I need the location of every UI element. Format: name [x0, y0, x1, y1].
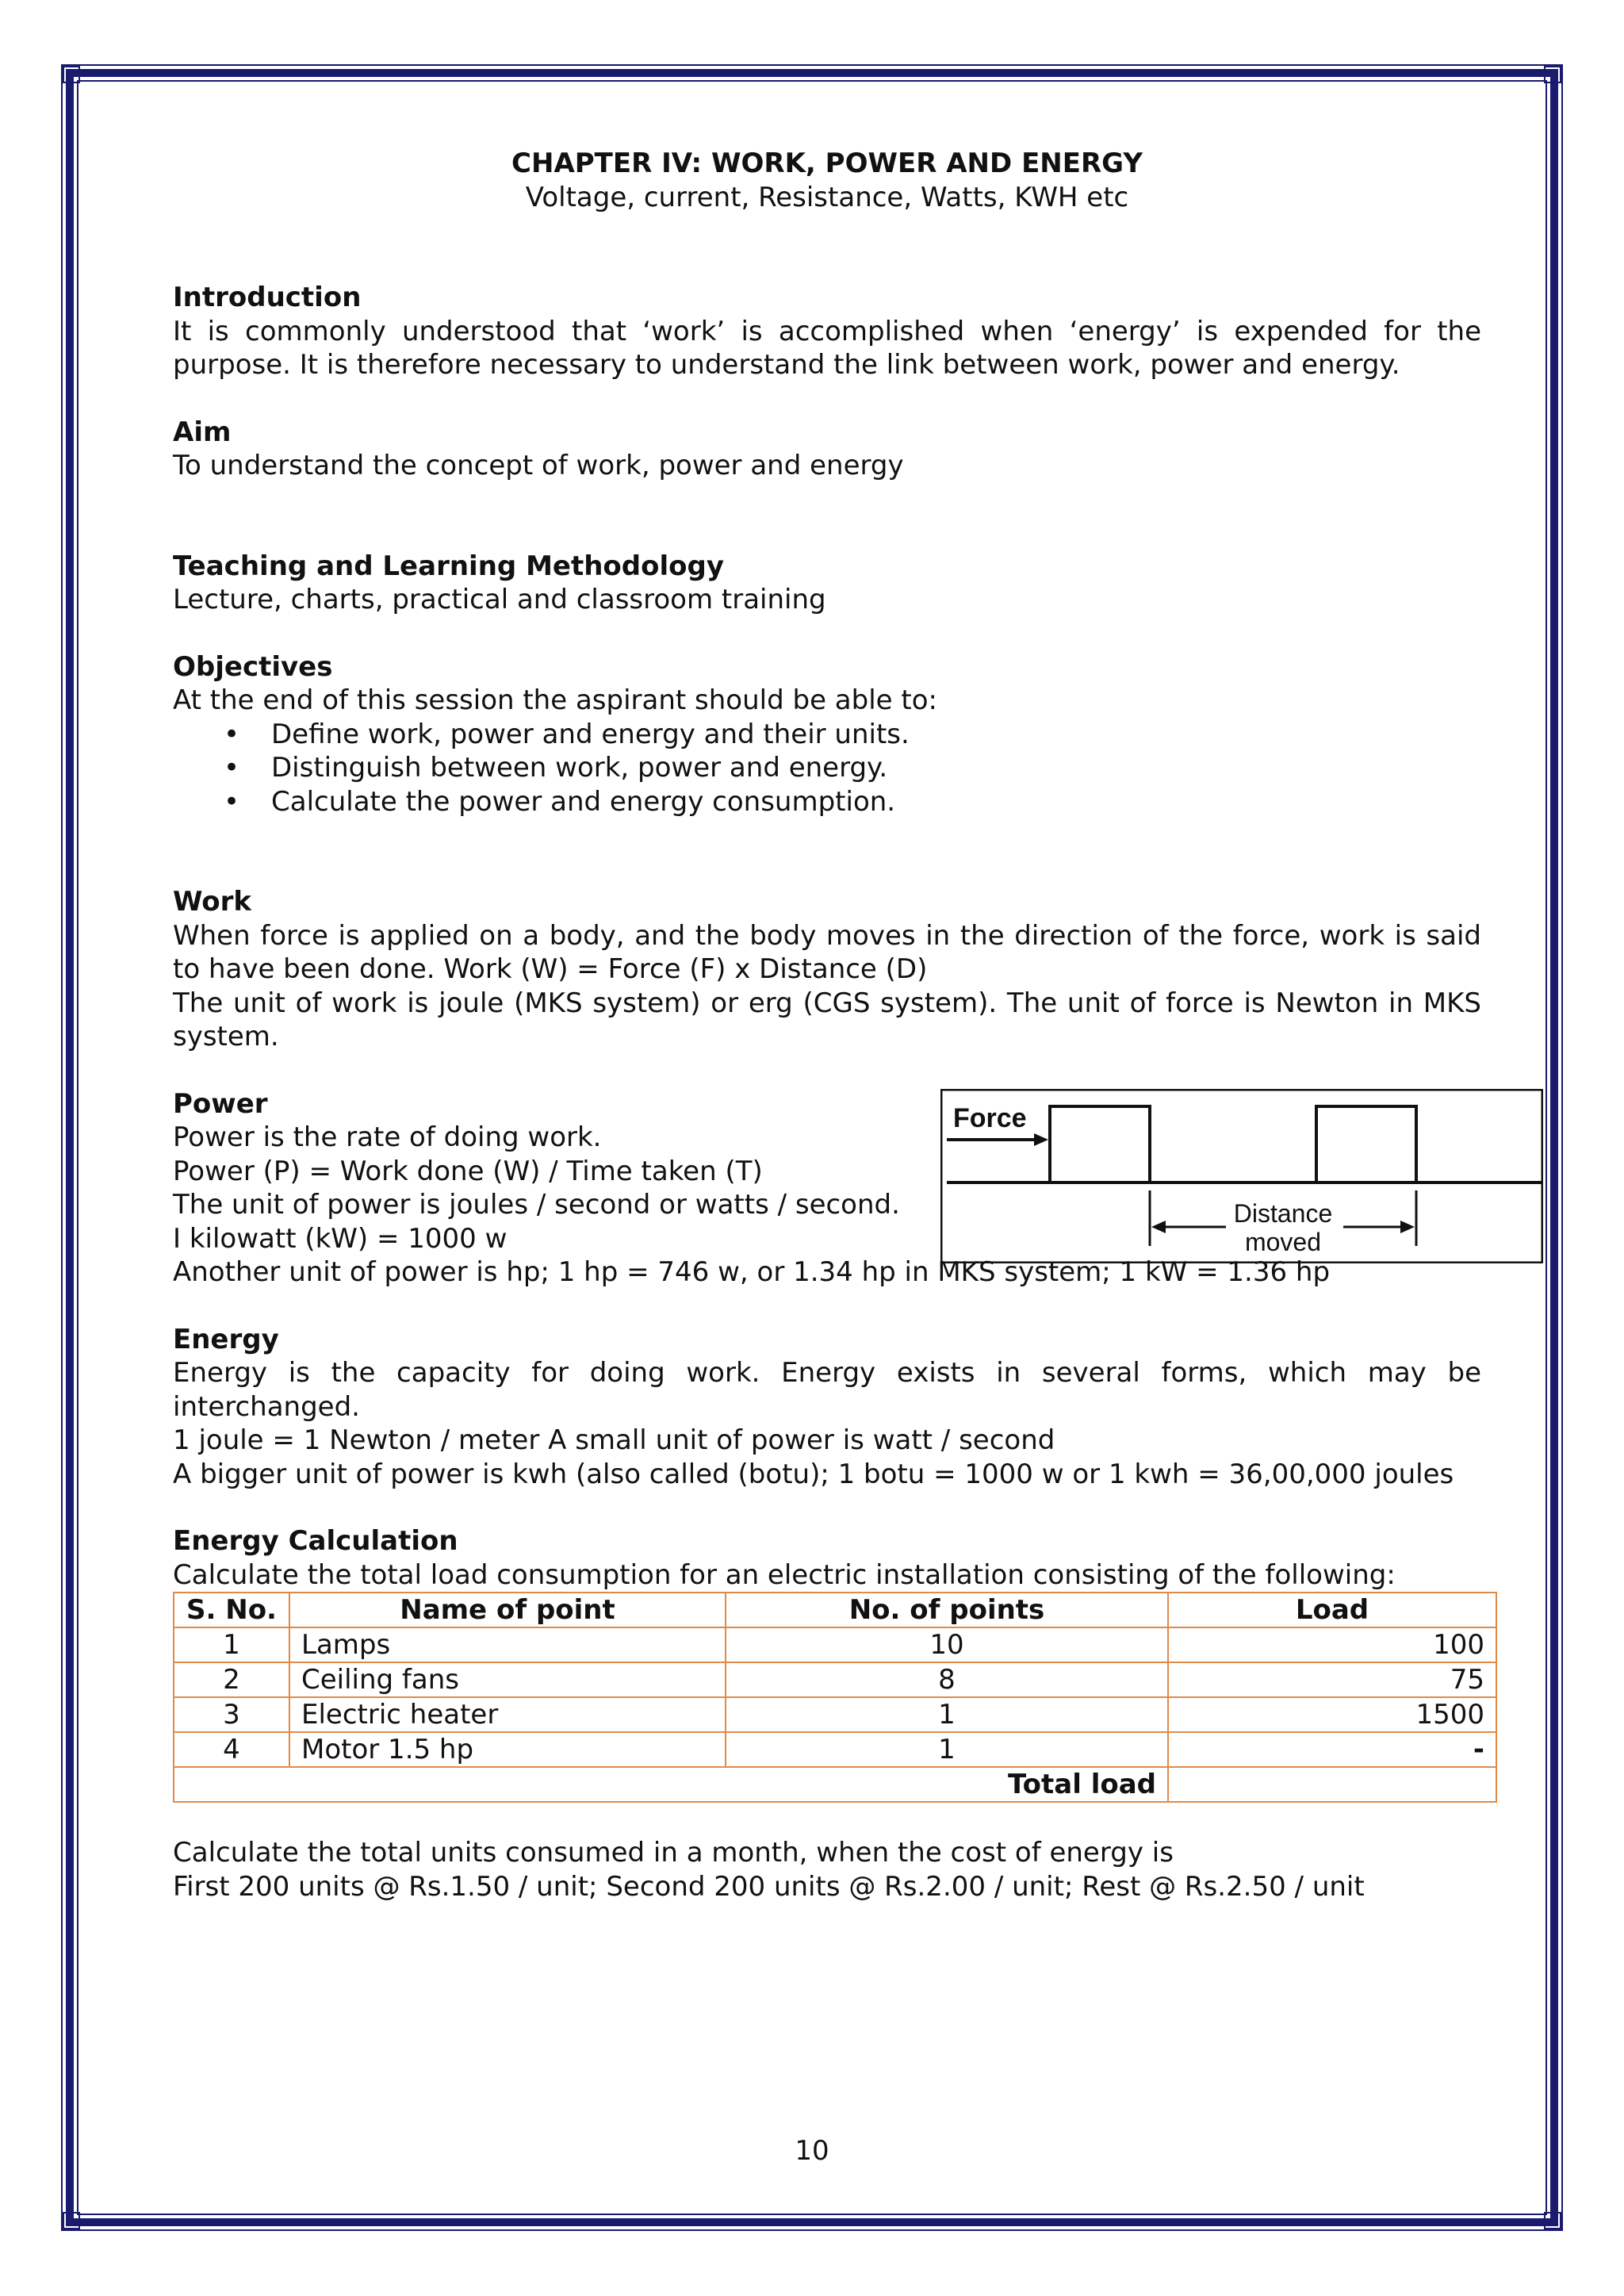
aim-text: To understand the concept of work, power and energy	[173, 450, 904, 481]
table-row	[174, 1697, 1496, 1732]
load-table	[173, 1592, 1497, 1803]
block-start	[1050, 1106, 1150, 1182]
cell-sno: 4	[174, 1732, 289, 1767]
power-section	[173, 1087, 1481, 1290]
total-load-label: Total load	[174, 1767, 1168, 1802]
energy-text-3: A bigger unit of power is kwh (also called (botu); 1 botu = 1000 w or 1 kwh = 36,00,000 joules	[173, 1458, 1454, 1490]
energy-text-2: 1 joule = 1 Newton / meter A small unit of power is watt / second	[173, 1424, 1055, 1456]
cell-load: -	[1168, 1732, 1496, 1767]
header-points: No. of points	[726, 1593, 1168, 1627]
cell-sno: 1	[174, 1627, 289, 1662]
methodology-text: Lecture, charts, practical and classroom training	[173, 584, 826, 615]
introduction-section	[173, 281, 1481, 382]
energy-section	[173, 1323, 1481, 1492]
objectives-list	[173, 718, 1481, 819]
page-number: 10	[795, 2135, 829, 2167]
power-heading: Power	[173, 1087, 268, 1120]
objectives-heading: Objectives	[173, 650, 333, 683]
power-line-3: The unit of power is joules / second or watts / second.	[173, 1189, 900, 1221]
header-load: Load	[1168, 1593, 1496, 1627]
cell-points: 1	[726, 1732, 1168, 1767]
energy-text-1: Energy is the capacity for doing work. Energy exists in several forms, which may be interchanged.	[173, 1357, 1481, 1423]
power-line-2: Power (P) = Work done (W) / Time taken (T)	[173, 1155, 763, 1187]
table-row	[174, 1732, 1496, 1767]
objectives-section	[173, 650, 1481, 819]
table-row	[174, 1662, 1496, 1697]
energy-calculation-section	[173, 1524, 1484, 1803]
work-text-1: When force is applied on a body, and the body moves in the direction of the force, work is said to have been done. Work (W) = Force (F) x Distance (D)	[173, 919, 1481, 985]
calculation-heading: Energy Calculation	[173, 1525, 458, 1557]
cell-name: Motor 1.5 hp	[289, 1732, 726, 1767]
objective-item: • Distinguish between work, power and energy.	[173, 751, 1481, 785]
units-question	[173, 1836, 1481, 1903]
methodology-section	[173, 550, 1481, 617]
cell-load: 100	[1168, 1627, 1496, 1662]
cell-load: 75	[1168, 1662, 1496, 1697]
cell-sno: 3	[174, 1697, 289, 1732]
figure-frame	[941, 1090, 1542, 1263]
work-section	[173, 885, 1481, 1054]
page-content	[173, 147, 1484, 1903]
header-name: Name of point	[289, 1593, 726, 1627]
force-arrowhead	[1034, 1133, 1048, 1146]
aim-section	[173, 416, 1481, 483]
objectives-intro: At the end of this session the aspirant should be able to:	[173, 684, 937, 716]
force-distance-figure	[940, 1089, 1543, 1263]
objective-item: • Define work, power and energy and their units.	[173, 718, 1481, 752]
work-heading: Work	[173, 886, 252, 918]
calculation-intro: Calculate the total load consumption for an electric installation consisting of the following:	[173, 1558, 1396, 1591]
question-line-1: Calculate the total units consumed in a month, when the cost of energy is	[173, 1837, 1174, 1869]
distance-label: Distance	[1233, 1198, 1333, 1228]
introduction-heading: Introduction	[173, 282, 362, 313]
header-sno: S. No.	[174, 1593, 289, 1627]
methodology-heading: Teaching and Learning Methodology	[173, 550, 724, 582]
total-load-value	[1168, 1767, 1496, 1802]
aim-heading: Aim	[173, 416, 232, 448]
total-row	[174, 1767, 1496, 1802]
moved-label: moved	[1244, 1227, 1322, 1256]
cell-name: Ceiling fans	[289, 1662, 726, 1697]
power-line-5: Another unit of power is hp; 1 hp = 746 w, or 1.34 hp in MKS system; 1 kW = 1.36 hp	[173, 1256, 1331, 1288]
cell-load: 1500	[1168, 1697, 1496, 1732]
cell-points: 10	[726, 1627, 1168, 1662]
energy-heading: Energy	[173, 1323, 279, 1355]
table-row	[174, 1627, 1496, 1662]
objective-item: • Calculate the power and energy consumption.	[173, 785, 1481, 819]
force-label: Force	[953, 1102, 1027, 1133]
cell-name: Electric heater	[289, 1697, 726, 1732]
block-end	[1316, 1106, 1416, 1182]
cell-sno: 2	[174, 1662, 289, 1697]
distance-arrowhead-left	[1151, 1221, 1166, 1233]
cell-points: 8	[726, 1662, 1168, 1697]
question-line-2: First 200 units @ Rs.1.50 / unit; Second 200 units @ Rs.2.00 / unit; Rest @ Rs.2.50 / unit	[173, 1870, 1365, 1903]
cell-points: 1	[726, 1697, 1168, 1732]
introduction-text: It is commonly understood that ‘work’ is accomplished when ‘energy’ is expended for the purpose. It is therefore necessary to understand the link between work, power and energy.	[173, 315, 1481, 381]
power-line-4: I kilowatt (kW) = 1000 w	[173, 1222, 508, 1255]
distance-arrowhead-right	[1400, 1221, 1415, 1233]
chapter-title: CHAPTER IV: WORK, POWER AND ENERGY	[511, 148, 1143, 179]
table-header-row	[174, 1593, 1496, 1627]
work-text-2: The unit of work is joule (MKS system) or erg (CGS system). The unit of force is Newton in MKS system.	[173, 987, 1481, 1052]
chapter-subtitle: Voltage, current, Resistance, Watts, KWH etc	[525, 181, 1129, 213]
power-line-1: Power is the rate of doing work.	[173, 1121, 602, 1153]
cell-name: Lamps	[289, 1627, 726, 1662]
